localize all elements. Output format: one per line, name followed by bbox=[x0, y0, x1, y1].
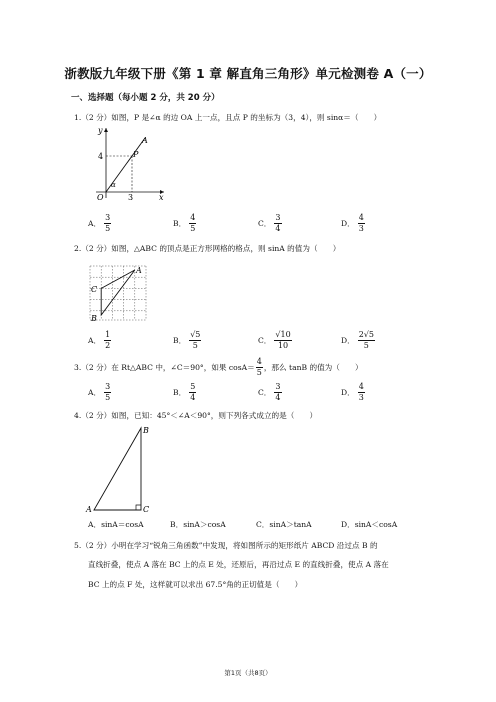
point-a-label: A bbox=[136, 266, 142, 275]
question-2-figure bbox=[86, 262, 152, 324]
option-b[interactable]: B． $\frac{4}{5}$ bbox=[173, 213, 196, 233]
question-3-options bbox=[88, 383, 388, 409]
option-b[interactable]: B． $\frac{5}{4}$ bbox=[173, 382, 196, 402]
question-3-fraction: $\frac{4}{5}$ bbox=[256, 357, 262, 377]
point-a-label: A bbox=[142, 136, 148, 145]
right-angle-mark bbox=[136, 505, 141, 510]
question-4-options bbox=[88, 519, 408, 531]
option-d[interactable]: D． sinA＜cosA bbox=[341, 520, 398, 529]
alpha-label: α bbox=[111, 181, 116, 189]
y-axis-arrow bbox=[104, 128, 108, 132]
question-1-figure bbox=[88, 124, 168, 200]
point-b-label: B bbox=[91, 314, 97, 323]
point-p-label: P bbox=[133, 150, 139, 159]
tick-4-label: 4 bbox=[98, 152, 104, 161]
option-b[interactable]: B． $\frac{√5}{5}$ bbox=[173, 330, 201, 350]
point-b-label: B bbox=[143, 426, 149, 435]
option-a[interactable]: A． $\frac{3}{5}$ bbox=[88, 213, 111, 233]
option-a[interactable]: A． $\frac{3}{5}$ bbox=[88, 382, 111, 402]
point-c-label: C bbox=[91, 285, 98, 294]
option-c[interactable]: C． $\frac{3}{4}$ bbox=[258, 213, 281, 233]
question-5-line-1: 5.（2 分）小明在学习“锐角三角函数”中发现，将如图所示的矩形纸片 ABCD 沿过点 B 的 bbox=[74, 541, 378, 550]
option-a[interactable]: A． $\frac{1}{2}$ bbox=[88, 330, 111, 350]
question-3-text-b: ，那么 tanB 的值为（ ） bbox=[263, 363, 363, 372]
option-d[interactable]: D． $\frac{4}{3}$ bbox=[341, 382, 364, 402]
x-label: x bbox=[159, 193, 164, 200]
question-4-text: 4.（2 分）如图，已知：45°＜∠A＜90°，则下列各式成立的是（ ） bbox=[74, 411, 318, 420]
origin-label: O bbox=[97, 193, 104, 200]
option-d[interactable]: D． $\frac{4}{3}$ bbox=[341, 213, 364, 233]
question-1-options bbox=[88, 214, 388, 240]
tick-3-label: 3 bbox=[128, 193, 134, 200]
question-3-text-a: 3.（2 分）在 Rt△ABC 中，∠C＝90°，如果 cosA＝ bbox=[74, 363, 255, 372]
point-a-label: A bbox=[86, 505, 92, 514]
question-2-options bbox=[88, 331, 388, 357]
point-c-label: C bbox=[143, 505, 150, 514]
right-triangle bbox=[94, 428, 141, 510]
question-4-figure bbox=[84, 422, 158, 514]
question-2-text: 2.（2 分）如图，△ABC 的顶点是正方形网格的格点，则 sinA 的值为（ ） bbox=[74, 244, 341, 253]
option-c[interactable]: C． sinA＞tanA bbox=[256, 520, 312, 529]
y-label: y bbox=[98, 126, 103, 135]
option-a[interactable]: A． sinA＝cosA bbox=[88, 520, 144, 529]
option-d[interactable]: D． $\frac{2√5}{5}$ bbox=[341, 330, 374, 350]
option-c[interactable]: C． $\frac{3}{4}$ bbox=[258, 382, 281, 402]
question-3-text bbox=[74, 358, 363, 377]
section-heading: 一、选择题（每小题 2 分，共 20 分） bbox=[71, 93, 220, 103]
page-footer: 第1页（共8页） bbox=[224, 669, 272, 677]
question-5-line-3: BC 上的点 F 处，这样就可以求出 67.5°角的正切值是（ ） bbox=[88, 580, 303, 589]
option-c[interactable]: C． $\frac{√10}{10}$ bbox=[258, 330, 291, 350]
option-b[interactable]: B． sinA＞cosA bbox=[170, 520, 226, 529]
page-title: 浙教版九年级下册《第 1 章 解直角三角形》单元检测卷 A（一） bbox=[64, 66, 432, 81]
question-5-line-2: 直线折叠，使点 A 落在 BC 上的点 E 处，还原后，再沿过点 E 的直线折叠，使点 A 落在 bbox=[88, 560, 389, 569]
triangle-abc bbox=[101, 270, 135, 315]
question-1-text: 1.（2 分）如图，P 是∠α 的边 OA 上一点，且点 P 的坐标为（3，4），则 sinα＝（ ） bbox=[74, 113, 382, 122]
